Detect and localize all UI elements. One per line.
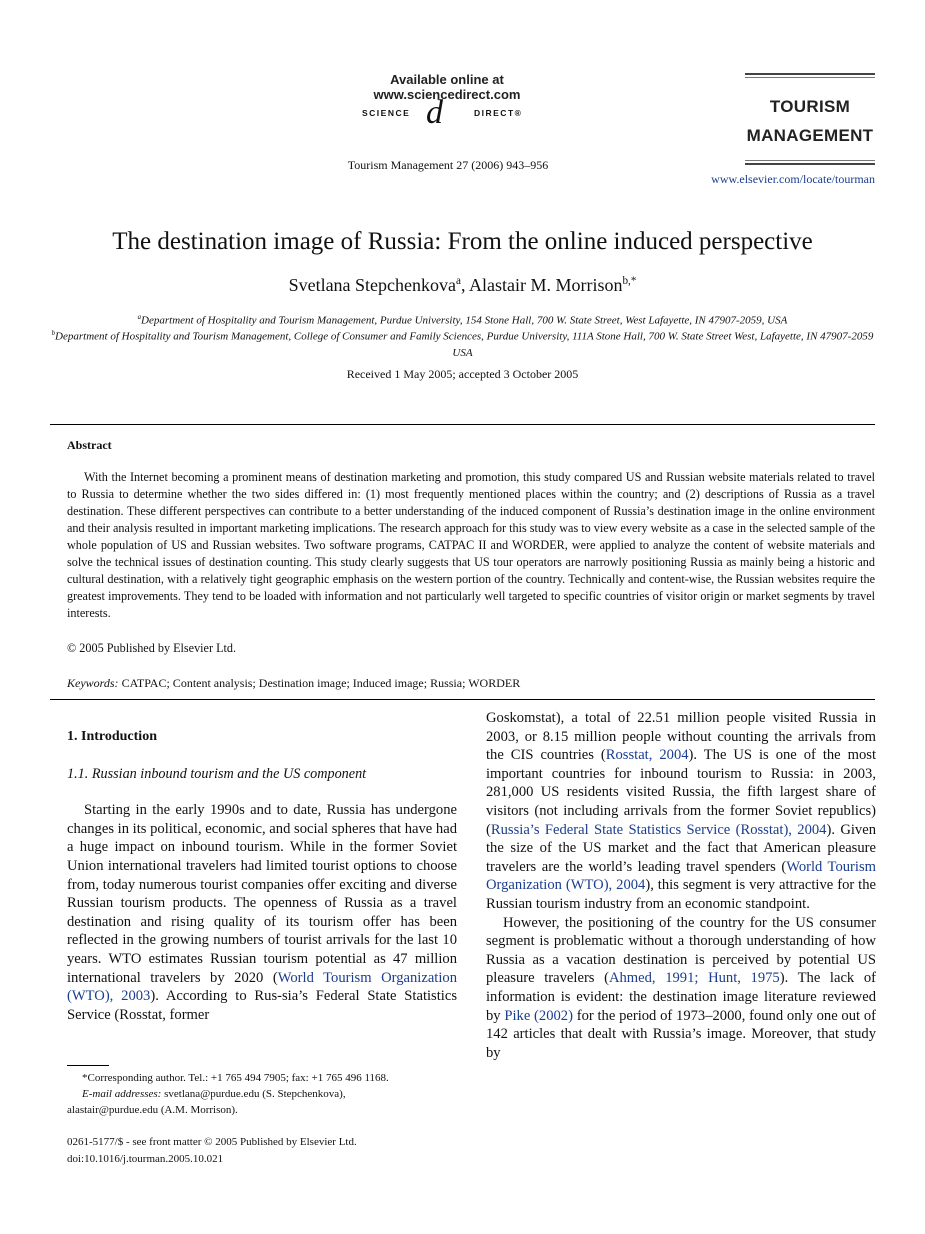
abstract-paragraph: With the Internet becoming a prominent means of destination marketing and promotion, this study compared US and Russian website materials related to travel to Russia to determine whether the two sides differed in: (1) most frequently mentioned places within the country; and (2) descriptions of Russia as a travel destination. These different perspectives can contribute to a better understanding of the induced component of Russia’s destination image in the online environment and their analysis resulted in important marketing implications. The research approach for this study was to view every website as a case in the selected sample of the whole population of US and Russian websites. Two software programs, CATPAC II and WORDER, were applied to analyze the content of website materials and solve the technical issues of destination counting. This study clearly suggests that US tour operators are narrowly positioning Russia as mainly being a historic and cultural destination, with a relatively tight geographic emphasis on the western portion of the country. Technically and content-wise, the Russian websites require the greatest improvements. They tend to be loaded with information and not particularly well targeted to specific countries of visitor origin or market segments by travel interests.: [67, 470, 875, 620]
abstract-copyright: © 2005 Published by Elsevier Ltd.: [67, 641, 237, 655]
intro-r2-text-b: ). The lack of information is evident: the destination image literature reviewed by: [486, 970, 877, 1024]
page-footer: [67, 1134, 357, 1168]
sciencedirect-logo-left-text: SCIENCE: [362, 108, 411, 118]
brand-rule-bottom: [745, 160, 875, 167]
footnote-corresponding-author: *Corresponding author. Tel.: +1 765 494 7905; fax: +1 765 496 1168.: [82, 1072, 389, 1084]
citation-link-russia-fsss-2004[interactable]: Russia’s Federal State Statistics Service (Rosstat), 2004: [490, 821, 827, 838]
sciencedirect-d-icon: d: [426, 94, 443, 131]
footnote-rule: [67, 1065, 109, 1066]
journal-brand-line1: TOURISM: [769, 97, 851, 116]
sciencedirect-logo: [362, 96, 532, 136]
intro-r2-text-c: for the period of 1973–2000, found only one out of 142 articles that dealt with Russia’s image. Moreover, that study by: [486, 1007, 876, 1061]
footer-doi: doi:10.1016/j.tourman.2005.10.021: [67, 1153, 224, 1165]
citation-link-wto-2004[interactable]: World Tourism Organization (WTO), 2004: [486, 858, 876, 894]
author-2: Alastair M. Morrison: [468, 275, 623, 295]
received-dates: Received 1 May 2005; accepted 3 October 2005: [346, 367, 579, 381]
article-title: The destination image of Russia: From the online induced perspective: [112, 228, 813, 255]
author-1-affil-mark: a: [456, 275, 461, 287]
intro-r1-text-d: ), this segment is very attractive for the Russian tourism industry from an economic standpoint.: [486, 877, 876, 912]
author-separator: ,: [460, 275, 469, 295]
author-2-affil-mark: b,*: [622, 275, 637, 287]
intro-r1-text-c: ). Given the size of the US market and the fact that American pleasure travelers are the world’s leading travel spenders (: [486, 821, 876, 875]
intro-paragraph-1-cont: [486, 709, 876, 914]
intro-p1-text-a: Starting in the early 1990s and to date, Russia has undergone changes in its political, economic, and social spheres that have had a huge impact on inbound tourism. While in the former Soviet Union international travelers had limited tourist options to choose from, today numerous tourist companies offer exciting and diverse Russian tourism products. The openness of Russia as a travel destination and rising quality of its tourism offer has been reflected in the growing numbers of tourist arrivals for the last 10 years. WTO estimates Russian tourism potential as 47 million international travelers by 2020 (: [67, 802, 457, 986]
footer-issn: 0261-5177/$ - see front matter © 2005 Published by Elsevier Ltd.: [67, 1136, 357, 1148]
abstract-heading: Abstract: [67, 438, 112, 452]
intro-paragraph-2: [486, 914, 876, 1063]
footnote-emails: [67, 1086, 462, 1102]
author-1: Svetlana Stepchenkova: [288, 275, 457, 295]
journal-brand-line2: MANAGEMENT: [746, 126, 874, 145]
abstract-body: [67, 469, 875, 622]
journal-brand: [745, 92, 875, 150]
affiliation-a-text: Department of Hospitality and Tourism Management, Purdue University, 154 Stone Hall, 700 W. State Street, West Lafayette, IN 47907-2059, USA: [141, 314, 788, 327]
intro-p1-text-b: ). According to Rus-sia’s Federal State Statistics Service (Rosstat, former: [67, 988, 458, 1023]
affiliation-b-mark: b: [51, 330, 56, 337]
brand-rule-top: [745, 73, 875, 80]
journal-citation: Tourism Management 27 (2006) 943–956: [347, 158, 549, 172]
intro-r1-text-a: Goskomstat), a total of 22.51 million people visited Russia in 2003, or 8.15 million people without counting the arrivals from the CIS countries (: [486, 710, 876, 764]
affiliation-b: [50, 326, 875, 361]
citation-link-pike-2002[interactable]: Pike (2002): [504, 1007, 573, 1024]
subsection-heading: 1.1. Russian inbound tourism and the US component: [67, 765, 367, 782]
affiliation-a-mark: a: [137, 314, 142, 321]
author-list: [40, 275, 885, 296]
sciencedirect-availability: Available online at www.sciencedirect.com: [373, 72, 521, 102]
keywords-list: CATPAC; Content analysis; Destination image; Induced image; Russia; WORDER: [118, 676, 521, 690]
citation-link-ahmed-hunt[interactable]: Ahmed, 1991; Hunt, 1975: [608, 970, 780, 987]
citation-link-rosstat-2004[interactable]: Rosstat, 2004: [605, 747, 689, 764]
intro-paragraph-1: [67, 801, 457, 1024]
sciencedirect-logo-right-text: DIRECT®: [474, 108, 523, 118]
right-column: [486, 709, 876, 1062]
keywords: [67, 676, 520, 691]
footnote-email-label: E-mail addresses:: [82, 1088, 162, 1100]
keywords-label: Keywords:: [67, 676, 119, 690]
section-heading: 1. Introduction: [67, 729, 157, 744]
footnote: [67, 1070, 462, 1118]
intro-r1-text-b: ). The US is one of the most important countries for inbound tourism to Russia: in 2003, 281,000 US residents visited Russia, the fifth largest share of visitors (not including arrivals from the former Soviet republics) (: [486, 747, 876, 838]
affiliation-b-text: Department of Hospitality and Tourism Management, College of Consumer and Family Sciences, Purdue University, 111A Stone Hall, 700 W. State Street West, Lafayette, IN 47907-2059 USA: [55, 330, 874, 359]
intro-r2-text-a: However, the positioning of the country for the US consumer segment is problematic without a thorough understanding of how Russia as a vacation destination is perceived by potential US pleasure travelers (: [486, 914, 876, 987]
journal-url-link[interactable]: www.elsevier.com/locate/tourman: [711, 172, 875, 186]
abstract-rule-bottom: [50, 699, 875, 700]
abstract-rule-top: [50, 424, 875, 425]
left-column: [67, 728, 457, 1024]
citation-link-wto-2003[interactable]: World Tourism Organization (WTO), 2003: [67, 969, 458, 1005]
footnote-email-1: svetlana@purdue.edu (S. Stepchenkova),: [161, 1088, 346, 1100]
footnote-email-2: alastair@purdue.edu (A.M. Morrison).: [67, 1104, 238, 1116]
